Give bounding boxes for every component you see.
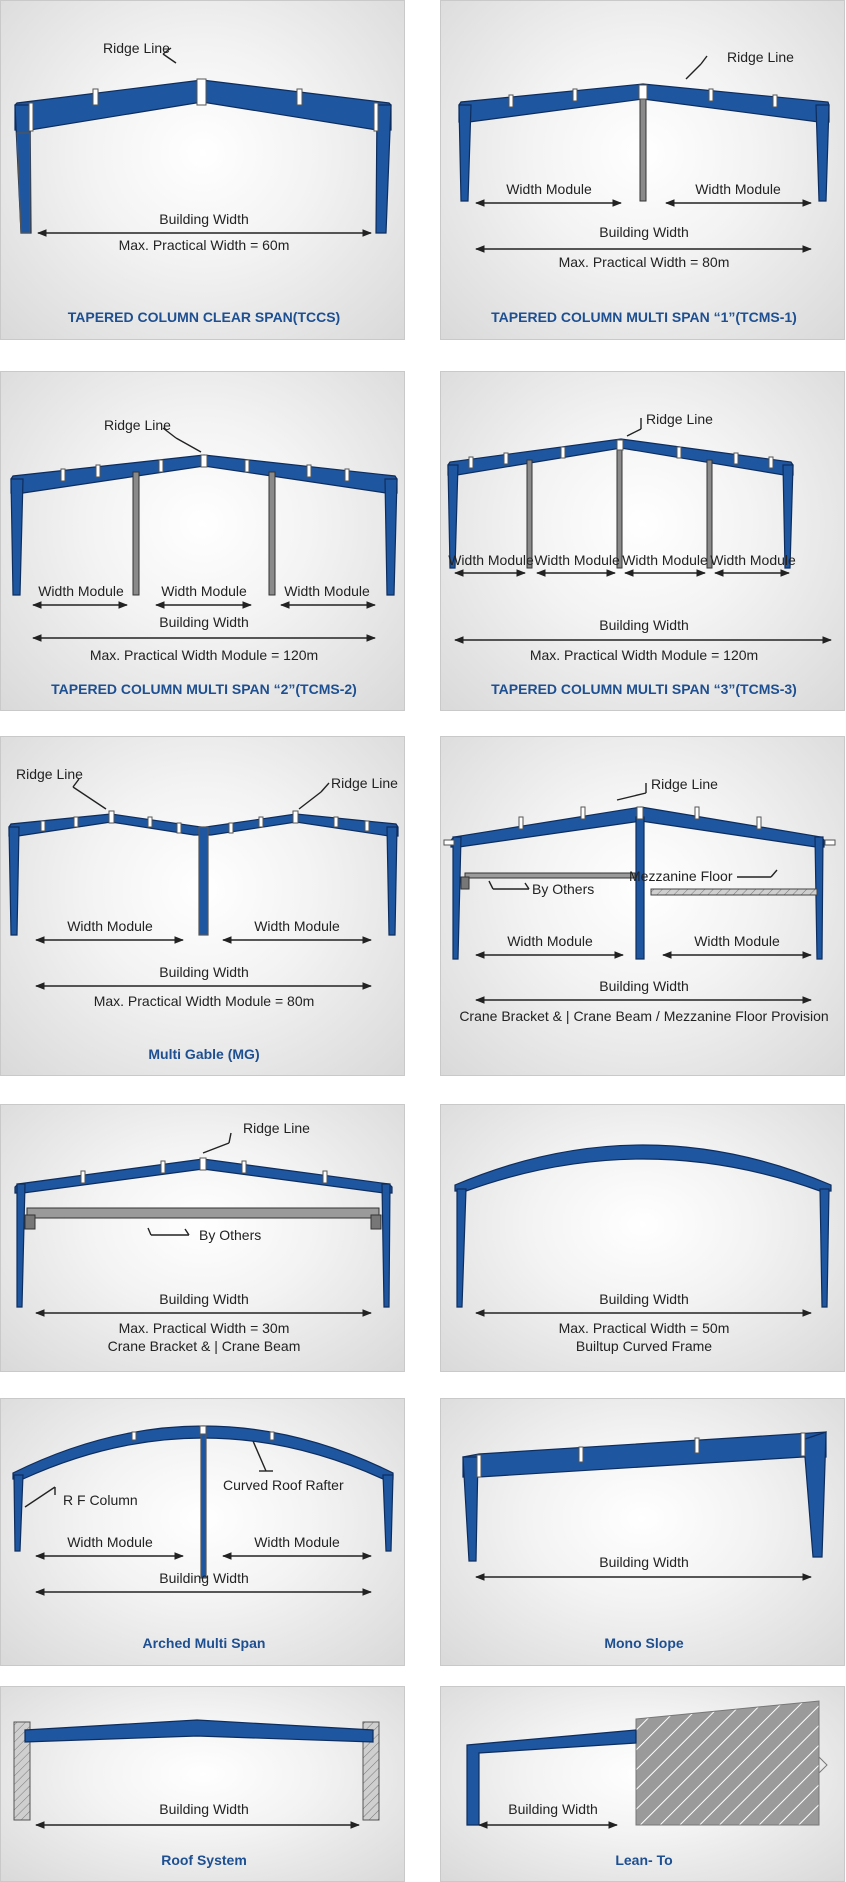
tcms3-ridge-label: Ridge Line bbox=[646, 411, 713, 427]
tcms3-diagram bbox=[441, 372, 845, 711]
mg-ridge1-label: Ridge Line bbox=[16, 766, 83, 782]
mono-width-label: Building Width bbox=[599, 1554, 689, 1570]
panel-tcms-3 bbox=[440, 371, 845, 711]
tcms2-wm3: Width Module bbox=[284, 583, 370, 599]
panel-arched-multi-span bbox=[0, 1398, 405, 1666]
curved-frame-diagram bbox=[441, 1105, 845, 1372]
arched-rafter-label: Curved Roof Rafter bbox=[223, 1477, 344, 1493]
crane-max-width: Max. Practical Width = 30m bbox=[118, 1320, 290, 1336]
crane-ridge-label: Ridge Line bbox=[243, 1120, 310, 1136]
curved-note: Builtup Curved Frame bbox=[575, 1338, 713, 1354]
crane-byothers-label: By Others bbox=[199, 1227, 262, 1243]
panel-tcms-1 bbox=[440, 0, 845, 340]
mg-wm1: Width Module bbox=[67, 918, 153, 934]
tcms1-wm2: Width Module bbox=[695, 181, 781, 197]
tcms2-ridge-label: Ridge Line bbox=[104, 417, 171, 433]
tcms3-wm4: Width Module bbox=[710, 552, 796, 568]
tcms1-diagram bbox=[441, 1, 845, 340]
mezz-wm2: Width Module bbox=[694, 933, 780, 949]
tccs-max-width: Max. Practical Width = 60m bbox=[118, 237, 290, 253]
tcms2-width-label: Building Width bbox=[159, 614, 249, 630]
panel-curved-frame bbox=[440, 1104, 845, 1372]
lean-to-diagram bbox=[441, 1687, 845, 1882]
panel-lean-to bbox=[440, 1686, 845, 1882]
panel-roof-system bbox=[0, 1686, 405, 1882]
tccs-caption: TAPERED COLUMN CLEAR SPAN(TCCS) bbox=[67, 309, 341, 325]
tccs-ridge-label: Ridge Line bbox=[103, 40, 170, 56]
mezz-note: Crane Bracket & | Crane Beam / Mezzanine Floor Provision bbox=[459, 1008, 829, 1024]
tcms3-wm3: Width Module bbox=[622, 552, 708, 568]
tcms3-width-label: Building Width bbox=[599, 617, 689, 633]
tcms2-wm2: Width Module bbox=[161, 583, 247, 599]
tcms3-max-width: Max. Practical Width Module = 120m bbox=[529, 647, 759, 663]
multi-gable-diagram bbox=[1, 737, 405, 1076]
tcms2-max-width: Max. Practical Width Module = 120m bbox=[89, 647, 319, 663]
curved-max-width: Max. Practical Width = 50m bbox=[558, 1320, 730, 1336]
mezz-floor-label: Mezzanine Floor bbox=[629, 868, 733, 884]
leanto-width-label: Building Width bbox=[508, 1801, 598, 1817]
mezz-byothers-label: By Others bbox=[532, 881, 595, 897]
mg-ridge2-label: Ridge Line bbox=[331, 775, 398, 791]
tcms1-ridge-label: Ridge Line bbox=[727, 49, 794, 65]
crane-width-label: Building Width bbox=[159, 1291, 249, 1307]
tccs-width-label: Building Width bbox=[159, 211, 249, 227]
mg-width-label: Building Width bbox=[159, 964, 249, 980]
mg-wm2: Width Module bbox=[254, 918, 340, 934]
curved-width-label: Building Width bbox=[599, 1291, 689, 1307]
crane-note: Crane Bracket & | Crane Beam bbox=[107, 1338, 301, 1354]
tcms3-wm2: Width Module bbox=[534, 552, 620, 568]
mezz-ridge-label: Ridge Line bbox=[651, 776, 718, 792]
panel-crane bbox=[0, 1104, 405, 1372]
mono-slope-diagram bbox=[441, 1399, 845, 1666]
tccs-diagram bbox=[1, 1, 405, 340]
roof-system-diagram bbox=[1, 1687, 405, 1882]
arched-width-label: Building Width bbox=[159, 1570, 249, 1586]
panel-tcms-2 bbox=[0, 371, 405, 711]
tcms3-caption: TAPERED COLUMN MULTI SPAN “3”(TCMS-3) bbox=[491, 681, 797, 697]
panel-multi-gable bbox=[0, 736, 405, 1076]
arched-caption: Arched Multi Span bbox=[142, 1635, 266, 1651]
arched-diagram bbox=[1, 1399, 405, 1666]
tcms1-caption: TAPERED COLUMN MULTI SPAN “1”(TCMS-1) bbox=[491, 309, 797, 325]
panel-tccs bbox=[0, 0, 405, 340]
tcms1-width-label: Building Width bbox=[599, 224, 689, 240]
tcms3-wm1: Width Module bbox=[448, 552, 534, 568]
mg-caption: Multi Gable (MG) bbox=[148, 1046, 260, 1062]
panel-mezzanine bbox=[440, 736, 845, 1076]
crane-diagram bbox=[1, 1105, 405, 1372]
arched-wm2: Width Module bbox=[254, 1534, 340, 1550]
roof-width-label: Building Width bbox=[159, 1801, 249, 1817]
tcms1-wm1: Width Module bbox=[506, 181, 592, 197]
tcms2-caption: TAPERED COLUMN MULTI SPAN “2”(TCMS-2) bbox=[51, 681, 357, 697]
mezzanine-diagram bbox=[441, 737, 845, 1076]
mono-caption: Mono Slope bbox=[604, 1635, 684, 1651]
panel-mono-slope bbox=[440, 1398, 845, 1666]
tcms2-diagram bbox=[1, 372, 405, 711]
arched-rf-label: R F Column bbox=[63, 1492, 138, 1508]
tcms1-max-width: Max. Practical Width = 80m bbox=[558, 254, 730, 270]
mezz-wm1: Width Module bbox=[507, 933, 593, 949]
mezz-width-label: Building Width bbox=[599, 978, 689, 994]
tcms2-wm1: Width Module bbox=[38, 583, 124, 599]
roof-caption: Roof System bbox=[161, 1852, 247, 1868]
mg-max-width: Max. Practical Width Module = 80m bbox=[93, 993, 315, 1009]
arched-wm1: Width Module bbox=[67, 1534, 153, 1550]
leanto-caption: Lean- To bbox=[615, 1852, 673, 1868]
